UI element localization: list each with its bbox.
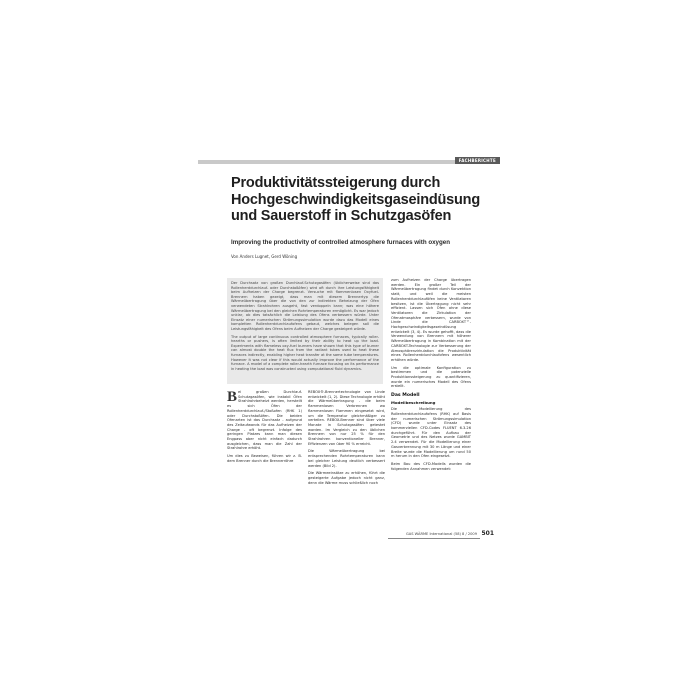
drop-cap: B <box>227 389 238 405</box>
abstract-german: Der Durchsatz von großen Durchlauf-Schutzgasöfen (üblicherweise sind das Rollenherddurchlauf- oder Durchstoßöfen) wird oft durch ihre Leistungsfähigkeit beim Aufheizen der Charge begrenzt. Versuche mit flammenlosen Oxyfuel-Brennern haben gezeigt, dass man mit diesem Brennertyp die Wärmeübertragung über die von den zur indirekten Beheizung der Öfen verwendeten Strahlrohren ausgeht, fast verdoppeln kann; was eine höhere Wärmeübertragung bei den gleichen Rohrtemperaturen ermöglicht. Es war jedoch unklar, ob dies tatsächlich die Leistung des Ofens verbessern würde. Unter Einsatz einer numerischen Strömungssimulation wurde dazu das Modell eines kompletten Rollenherddurchlaufofens gebaut, welches belegen soll die Leistungsfähigkeit des Ofens beim Aufheizen der Charge gesteigert würde. <box>231 281 380 331</box>
body-paragraph: Um dies zu Beweisen, führen wir z. B. dem Brenner durch die Brennerröhre <box>227 454 302 463</box>
journal-citation: GAS WÄRME International (58) 8 / 2009 <box>405 532 477 536</box>
body-paragraph: REBOX®-Brennertechnologie von Linde entwickelt (1, 2). Diese Technologie erhöht die Wärmeübertragung - die beim flammenlosen Verbrennen wo flammenlosen Flammen eingesetzt wird, um die Temperatur gleichmäßiger zu verteilen. REBOX-Brenner sind über viele Monate in Schutzgasöfen getestet worden. Im Vergleich zu den üblichen Brennern von nur 25 % für den Strahlrohren konventioneller Brenner, Effizienzen von über 90 % erreicht. <box>308 390 385 446</box>
page-footer <box>198 530 500 540</box>
section-tag: FACHBERICHTE <box>455 157 500 164</box>
page-number: 501 <box>481 530 494 537</box>
body-paragraph-text: ei großen Durchlauf-Schutzgasöfen, wie instabil Öfen Strahlrohrbeheizt werden, hersteilt es sich Öfen der Rollenherddurchlauf-/Stoßofen (RHK 1) oder Durchstoßöfen. Die beiden Ofenarten ist das Durchsatz - aufgrund des Zeitaufwands für das Aufheizen der Charge - oft begrenzt. Infolge des geringen Platzes kann man diesen Engpass aber nicht einfach dadurch ausgleichen, dass man die Zahl der Strahlrohre erhöht. <box>227 390 302 451</box>
journal-page <box>198 150 500 550</box>
article-title: Produktivitätssteigerung durch Hochgeschwindigkeitsgaseindüsung und Sauerstoff in Schutzgasöfen <box>231 175 480 224</box>
subsection-heading: Modellbeschreibung <box>391 400 436 406</box>
abstract-box <box>227 278 383 384</box>
article-subtitle: Improving the productivity of controlled atmosphere furnaces with oxygen <box>231 239 450 246</box>
body-paragraph: Die Wärmeübertragung bei entsprechenden Rohrtemperaturen kann bei gleicher Leistung deutlich verbessert werden (Bild 2). <box>308 449 385 468</box>
article-authors: Von Anders Lugnet, Gerd Wöning <box>231 254 298 259</box>
body-paragraph: Die Wärmeeinsätze zu erhöhen, führt die gesteigerte Aufgabe jedoch nicht ganz, denn die Wärme muss schließlich noch <box>308 471 385 485</box>
body-paragraph: Beim Bau des CFD-Modells wurden die folgenden Annahmen verwendet: <box>391 461 471 471</box>
abstract-english: The output of large continuous controlled atmosphere furnaces, typically roller-hearths or pushers, is often limited by their ability to heat up the load. Experiments with flameless oxy-fuel burners have shown that this type of burner can almost double the heat flux from the radiant tubes used to heat these furnaces indirectly, enabling higher heat transfer at the same tube temperatures. However it was not clear if this would actually improve the performance of the furnace. A model of a complete roller-hearth furnace focusing on its performance in heating the load was constructed using computational fluid dynamics. <box>231 334 379 371</box>
section-heading: Das Modell <box>391 393 420 399</box>
body-column-2 <box>308 390 385 488</box>
body-column-3 <box>391 278 471 474</box>
body-paragraph: Um die optimale Konfiguration zu bestimmen und die potenzielle Produktionssteigerung zu quantifizieren, wurde ein numerisches Modell des Ofens erstellt. <box>391 365 471 389</box>
body-paragraph <box>227 390 302 451</box>
body-paragraph: Die Modellierung des Rollenherddurchlaufofens (RHK) auf Basis der numerischen Strömungssimulation (CFD) wurde unter Einsatz des kommerziellen CFD-Codes FLUENT 6.3.26 durchgeführt. Für den Aufbau der Geometrie und des Netzes wurde GAMBIT 2.4 verwendet. Für die Modellierung einer Gasverbrennung mit 30 m Länge und einer Breite wurde die Modellierung um rund 50 m herum in den Ofen eingesetzt. <box>391 407 471 459</box>
body-paragraph: zum Aufheizen der Charge übertragen werden. Ein großer Teil der Wärmeübertragung findet durch Konvektion statt, und weil die meisten Rollenherddurchlauföfen keine Ventilatoren besitzen, ist die Übertragung nicht sehr effizient. Lassen sich Öfen ohne diese Ventilatoren die Zirkulation der Ofenatmosphäre verbessern, wurde von Linde die CARBOXT™-Hochgeschwindigkeitsgaseindüsung entwickelt (3, 4). Es wurde gehofft, dass die Verwendung von Brennern mit höherer Wärmeübertragung in Kombination mit der CARBOXT-Technologie zur Verbesserung der Atmosphärenzirkulation die Produktivität eines Rollenherddurchlaufofens wesentlich erhöhen würde. <box>391 278 471 362</box>
footer-rule <box>388 538 480 539</box>
body-column-1 <box>227 390 302 467</box>
